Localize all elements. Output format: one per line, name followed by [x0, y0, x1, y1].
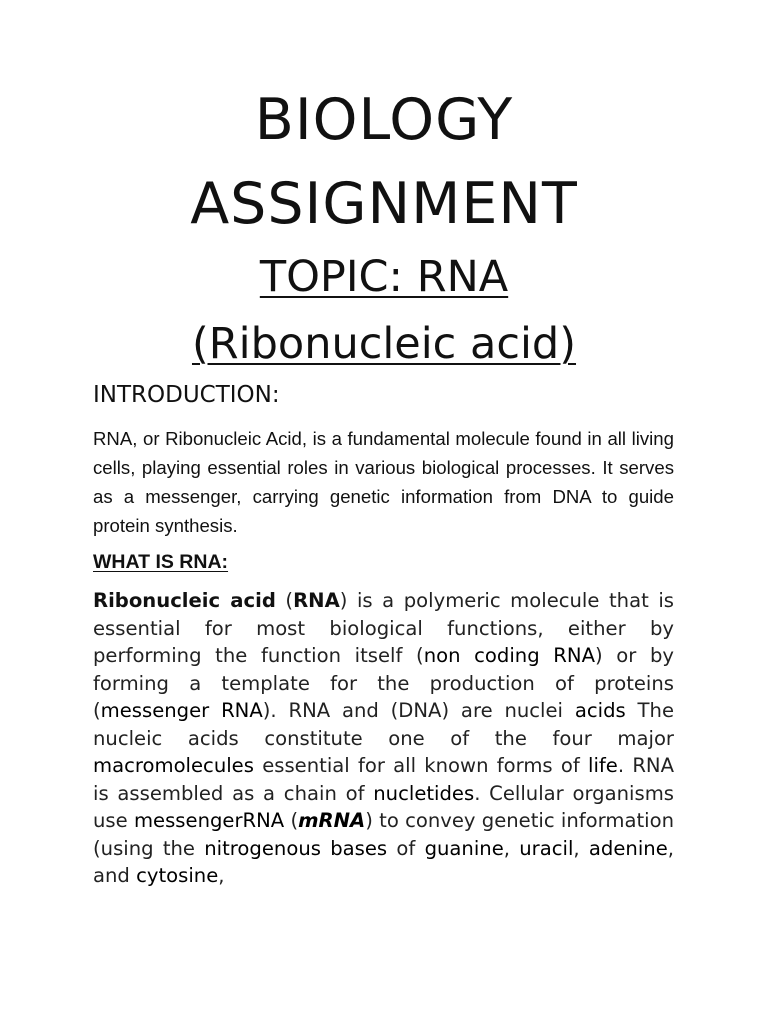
- text-segment: ). RNA and (DNA) are nuclei: [262, 699, 575, 722]
- text-segment: ,: [218, 864, 225, 887]
- link-guanine[interactable]: guanine: [424, 836, 504, 860]
- text-segment: of: [387, 836, 425, 860]
- link-acids[interactable]: acids: [574, 699, 626, 722]
- what-is-rna-paragraph: [93, 587, 674, 890]
- term-rna: RNA: [293, 589, 340, 612]
- link-non-coding-rna[interactable]: non coding RNA: [423, 644, 595, 667]
- link-life[interactable]: life: [588, 754, 618, 777]
- text-segment: (: [275, 589, 294, 612]
- text-segment: The nucleic acids constitute one of the four major: [93, 699, 674, 750]
- term-mrna: mRNA: [298, 809, 366, 832]
- text-segment: ,: [503, 836, 520, 860]
- text-segment: . RNA is assembled as a chain of: [93, 754, 674, 805]
- introduction-heading: INTRODUCTION:: [93, 382, 280, 408]
- topic-line-1: TOPIC: RNA: [259, 252, 509, 302]
- link-nucletides[interactable]: nucletides: [373, 781, 475, 805]
- introduction-paragraph: RNA, or Ribonucleic Acid, is a fundamental molecule found in all living cells, playing essential roles in various biological processes. It serves as a messenger, carrying genetic information from DNA to guide protein synthesis.: [93, 428, 674, 536]
- link-adenine[interactable]: adenine: [588, 836, 668, 860]
- link-messengerrna[interactable]: messengerRNA: [133, 809, 285, 832]
- link-cytosine[interactable]: cytosine: [136, 864, 219, 887]
- text-segment: , and: [93, 836, 674, 887]
- link-messenger-rna[interactable]: messenger RNA: [100, 699, 263, 722]
- title-line-2: ASSIGNMENT: [190, 171, 578, 237]
- text-segment: ,: [573, 836, 589, 860]
- link-nitrogenous-bases[interactable]: nitrogenous bases: [204, 836, 388, 860]
- text-segment: ) to convey genetic information (using the: [93, 809, 674, 860]
- text-segment: essential for all known forms of: [253, 754, 588, 777]
- term-ribonucleic-acid: Ribonucleic acid: [93, 589, 276, 612]
- text-segment: (: [284, 809, 299, 832]
- text-segment: . Cellular organisms use: [93, 781, 674, 832]
- link-macromolecules[interactable]: macromolecules: [93, 754, 254, 777]
- link-uracil[interactable]: uracil: [519, 836, 574, 860]
- what-is-rna-heading: WHAT IS RNA:: [93, 551, 229, 573]
- text-segment: ) or by forming a template for the production of proteins (: [93, 644, 674, 722]
- text-segment: ) is a polymeric molecule that is essential for most biological functions, either by performing the function itself (: [93, 589, 674, 667]
- topic-line-2: (Ribonucleic acid): [191, 319, 577, 369]
- title-line-1: BIOLOGY: [254, 87, 514, 153]
